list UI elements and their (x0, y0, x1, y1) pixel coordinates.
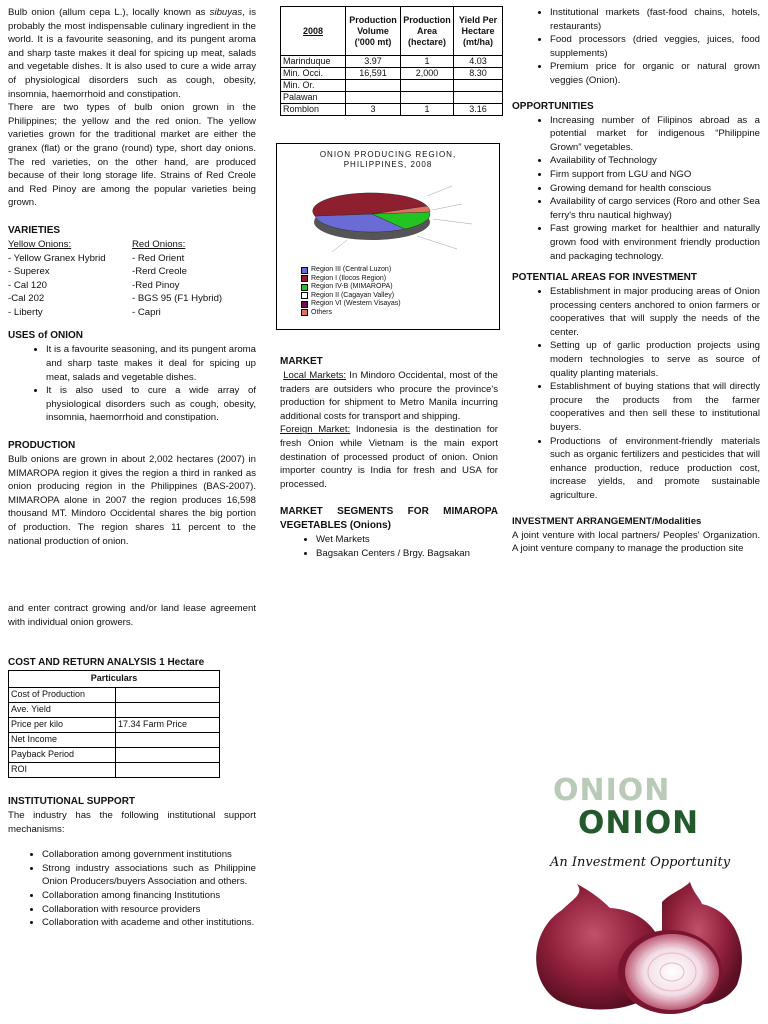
list-item: • Food processors (dried veggies, juices, food supplements) (550, 33, 760, 60)
table-row: ROI (9, 762, 220, 777)
table-row: Payback Period (9, 747, 220, 762)
table-header: 2008 (302, 25, 324, 36)
list-item: • Productions of environment-friendly materials such as organic fertilizers and pesticides that will enhance production, reduce production cost, increase yields, and promote sustainable agriculture. (550, 435, 760, 503)
list-item: • Wet Markets (316, 533, 498, 547)
list-item: • Bagsakan Centers / Brgy. Bagsakan (316, 547, 498, 561)
table-header: Production Volume ('000 mt) (346, 7, 401, 56)
red-onions-heading: Red Onions: (132, 238, 186, 250)
variety-item: -Red Pinoy (132, 279, 180, 291)
foreign-market-text: Foreign Market: Indonesia is the destination for fresh Onion while Vietnam is the main export destination of processed product of onion. Onion importer country is India for fresh and USA for processed. (280, 424, 498, 490)
local-market-text: Local Markets: In Mindoro Occidental, most of the traders are outsiders who procure the province's production for shipment to Metro Manila incurring additional costs for transport and shipping. (280, 370, 498, 422)
production-text: Bulb onions are grown in about 2,002 hectares (2007) in MIMAROPA region it gives the region a third in ranked as onion producing region in the Philippines (BAS-2007). MIMAROPA alone in 2007 the region produces 16,598 thousand MT. Mindoro Occidental shares the big portion of production. The region shares 11 percent to the national production of onion. (8, 454, 256, 547)
list-item: • Increasing number of Filipinos abroad as a potential market for indigenous “Philippine Grown” vegetables. (550, 114, 760, 155)
list-item: • Collaboration with resource providers (42, 903, 256, 917)
legend-item: Region VI (Western Visayas) (301, 300, 401, 309)
variety-item: - Superex (8, 266, 50, 278)
table-row: Marinduque 3.97 1 4.03 (281, 56, 503, 68)
potential-list (512, 285, 760, 503)
list-item: • Fast growing market for healthier and naturally grown food with environment friendly production and packaging technology. (550, 222, 760, 263)
list-item: • Collaboration among financing Institutions (42, 889, 256, 903)
list-item: • Strong industry associations such as Philippine Onion Producers/buyers Association and others. (42, 862, 256, 889)
uses-heading: USES of ONION (8, 330, 84, 342)
table-row: Palawan (281, 92, 503, 104)
contract-text: and enter contract growing and/or land lease agreement with individual onion growers. (8, 603, 256, 628)
segments-list (280, 533, 498, 560)
investment-heading: INVESTMENT ARRANGEMENT/Modalities (512, 515, 702, 527)
list-item: • Collaboration among government institutions (42, 848, 256, 862)
table-row: Price per kilo 17.34 Farm Price (9, 717, 220, 732)
column-left (8, 6, 256, 548)
column-right (512, 6, 760, 556)
potential-heading: POTENTIAL AREAS FOR INVESTMENT (512, 272, 698, 284)
market-section (280, 355, 498, 561)
table-row: Ave. Yield (9, 702, 220, 717)
cover-title-light: ONION (553, 773, 671, 808)
investment-text: A joint venture with local partners/ Peoples' Organization. A joint venture company to manage the production site (512, 529, 760, 555)
opportunities-heading: OPPORTUNITIES (512, 100, 594, 112)
variety-item: -Rerd Creole (132, 266, 187, 278)
variety-item: - Liberty (8, 306, 43, 318)
list-item: • Institutional markets (fast-food chains, hotels, restaurants) (550, 6, 760, 33)
intro-paragraph-2: There are two types of bulb onion grown in the Philippines; the yellow and the red onion. The yellow varieties grown for the traditional market are either the granex (flat) or the grano (round) type, short day onions. The red varieties, on the other hand, are produced because of their long storage life. Strains of Red Creole and Red Pinoy are among the popular varieties being grown. (8, 102, 256, 209)
legend-item: Others (301, 309, 401, 318)
cost-table (8, 670, 220, 778)
cost-section (8, 656, 256, 778)
institutional-list (8, 848, 256, 930)
pie-chart (277, 174, 497, 269)
intro-paragraph-1: Bulb onion (allum cepa L.), locally known as sibuyas, is probably the most indispensable culinary ingredient in the world. It is a favourite seasoning, and its pungent aroma and sharp taste makes it deal for spicing up meat, salads and vegetable dishes. It is also used to cure a wide array of physiological disorders such as cough, obesity, insomnia, haemorrhoid and constipation. (8, 7, 256, 100)
cover-title-dark: ONION (578, 805, 700, 841)
table-row: Net Income (9, 732, 220, 747)
table-header: Production Area (hectare) (401, 7, 454, 56)
contract-text-block (8, 602, 256, 629)
cost-heading: COST AND RETURN ANALYSIS 1 Hectare (8, 657, 205, 668)
yellow-onions-list (8, 238, 132, 320)
list-item: • It is a favourite seasoning, and its pungent aroma and sharp taste makes it deal for spicing up meat, salads and vegetable dishes. (46, 343, 256, 384)
production-heading: PRODUCTION (8, 440, 76, 452)
opportunities-list (512, 114, 760, 264)
onion-image (522, 880, 752, 1020)
legend-item: Region I (Ilocos Region) (301, 275, 401, 284)
segments-heading: MARKET SEGMENTS FOR MIMAROPA VEGETABLES (Onions) (280, 506, 498, 532)
uses-list (8, 343, 256, 425)
variety-item: - Capri (132, 306, 161, 318)
production-table (280, 6, 503, 116)
chart-legend (301, 266, 401, 317)
market-heading: MARKET (280, 356, 323, 367)
legend-item: Region III (Central Luzon) (301, 266, 401, 275)
list-item: • Premium price for organic or natural grown veggies (Onion). (550, 60, 760, 87)
varieties-heading: VARIETIES (8, 224, 61, 236)
list-item: • Growing demand for health conscious (550, 182, 760, 196)
table-row: Min. Occi. 16,591 2,000 8.30 (281, 68, 503, 80)
red-onions-list (132, 238, 256, 320)
institutional-section (8, 795, 256, 930)
institutional-intro: The industry has the following institutional support mechanisms: (8, 810, 256, 835)
market-types-list (512, 6, 760, 88)
legend-item: Region II (Cagayan Valley) (301, 292, 401, 301)
production-table-wrap (280, 6, 503, 116)
list-item: • Availability of cargo services (Roro and other Sea ferry's thru nautical highway) (550, 195, 760, 222)
variety-item: - Red Orient (132, 252, 185, 264)
institutional-heading: INSTITUTIONAL SUPPORT (8, 796, 136, 807)
variety-item: -Cal 202 (8, 293, 45, 305)
list-item: • It is also used to cure a wide array of physiological disorders such as cough, obesity, insomnia, haemorrhoid and constipation. (46, 384, 256, 425)
variety-item: - BGS 95 (F1 Hybrid) (132, 293, 223, 305)
pie-chart-box (276, 143, 500, 330)
cost-table-header: Particulars (9, 671, 220, 688)
yellow-onions-heading: Yellow Onions: (8, 238, 72, 250)
list-item: • Availability of Technology (550, 154, 760, 168)
variety-item: - Yellow Granex Hybrid (8, 252, 106, 264)
list-item: • Setting up of garlic production projects using modern technologies to serve as source of quality planting materials. (550, 339, 760, 380)
list-item: • Establishment of buying stations that will directly procure the products from the farmer cooperatives and then sell these to institutional buyers. (550, 380, 760, 434)
variety-item: - Cal 120 (8, 279, 47, 291)
chart-title: ONION PRODUCING REGION, PHILIPPINES, 2008 (319, 150, 457, 169)
table-row: Min. Or. (281, 80, 503, 92)
legend-item: Region IV-B (MIMAROPA) (301, 283, 401, 292)
list-item: • Establishment in major producing areas of Onion processing centers anchored to onion farmers or cooperatives that will supply the needs of the center. (550, 285, 760, 339)
list-item: • Firm support from LGU and NGO (550, 168, 760, 182)
list-item: • Collaboration with academe and other institutions. (42, 916, 256, 930)
table-row: Cost of Production (9, 687, 220, 702)
cover-tagline: An Investment Opportunity (550, 855, 731, 870)
varieties-lists (8, 238, 256, 320)
table-row: Romblon 3 1 3.16 (281, 104, 503, 116)
table-header: Yield Per Hectare (mt/ha) (454, 7, 503, 56)
